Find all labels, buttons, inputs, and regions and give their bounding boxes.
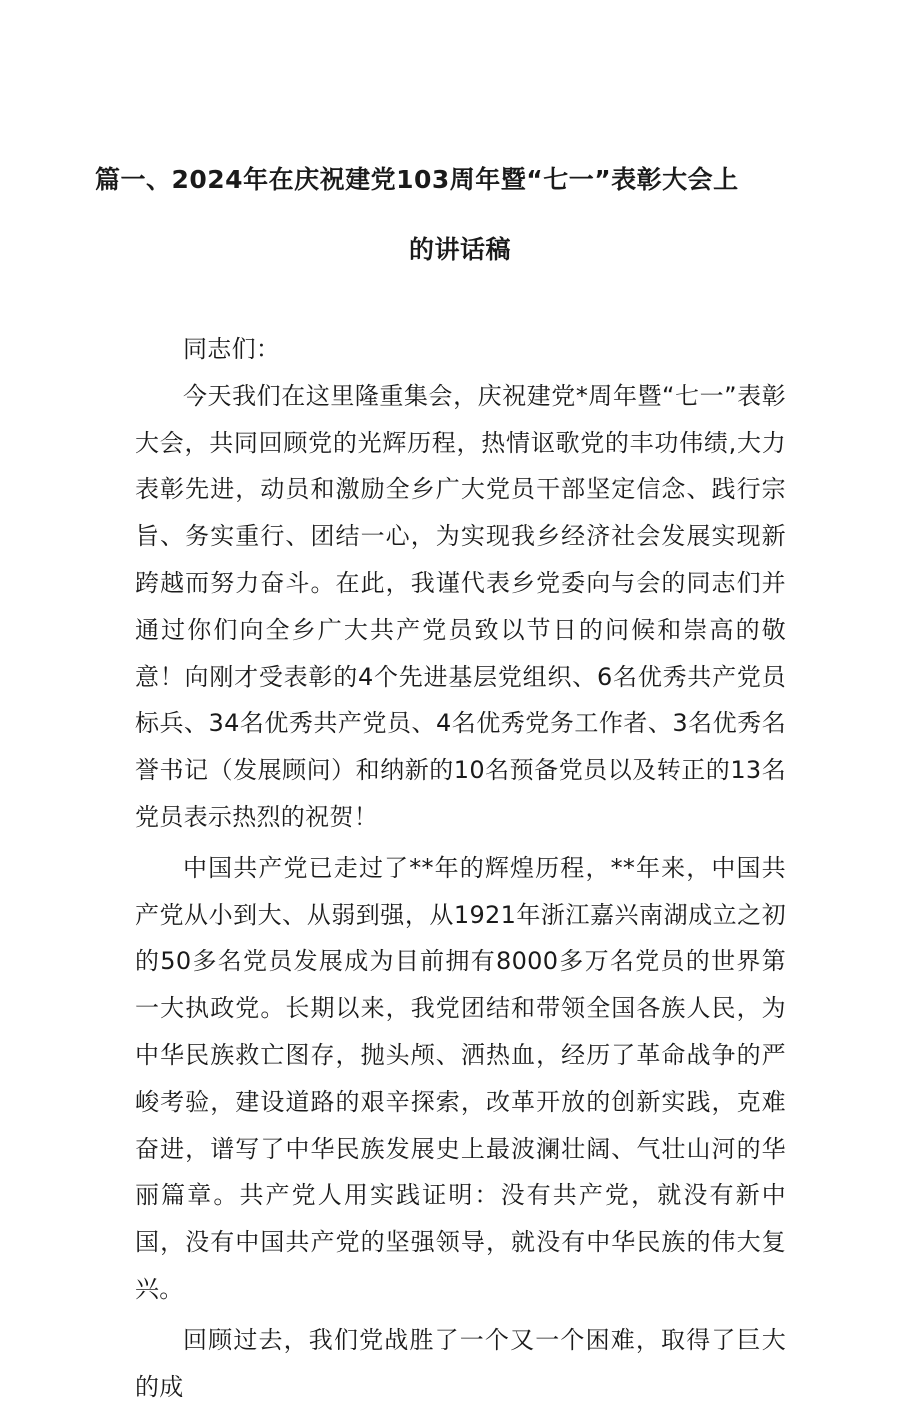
document-body (135, 326, 786, 1410)
document-title-line-2: 的讲话稿 (408, 235, 511, 264)
paragraph-2: 中国共产党已走过了**年的辉煌历程，**年来，中国共产党从小到大、从弱到强，从1921年浙江嘉兴南湖成立之初的50多名党员发展成为目前拥有8000多万名党员的世界第一大执政党。长期以来，我党团结和带领全国各族人民，为中华民族救亡图存，抛头颅、洒热血，经历了革命战争的严峻考验，建设道路的艰辛探索，改革开放的创新实践，克难奋进，谱写了中华民族发展史上最波澜壮阔、气壮山河的华丽篇章。共产党人用实践证明：没有共产党，就没有新中国，没有中国共产党的坚强领导，就没有中华民族的伟大复兴。 (135, 853, 786, 1303)
salutation: 同志们： (183, 335, 281, 363)
document-title-line-1: 篇一、2024年在庆祝建党103周年暨“七一”表彰大会上 (95, 165, 739, 194)
paragraph-1: 今天我们在这里隆重集会，庆祝建党*周年暨“七一”表彰大会，共同回顾党的光辉历程，热情讴歌党的丰功伟绩,大力表彰先进，动员和激励全乡广大党员干部坚定信念、践行宗旨、务实重行、团结一心，为实现我乡经济社会发展实现新跨越而努力奋斗。在此，我谨代表乡党委向与会的同志们并通过你们向全乡广大共产党员致以节日的问候和崇高的敬意！向刚才受表彰的4个先进基层党组织、6名优秀共产党员标兵、34名优秀共产党员、4名优秀党务工作者、3名优秀名誉书记（发展顾问）和纳新的10名预备党员以及转正的13名党员表示热烈的祝贺！ (135, 381, 786, 831)
paragraph-3: 回顾过去，我们党战胜了一个又一个困难，取得了巨大的成 (135, 1325, 786, 1401)
